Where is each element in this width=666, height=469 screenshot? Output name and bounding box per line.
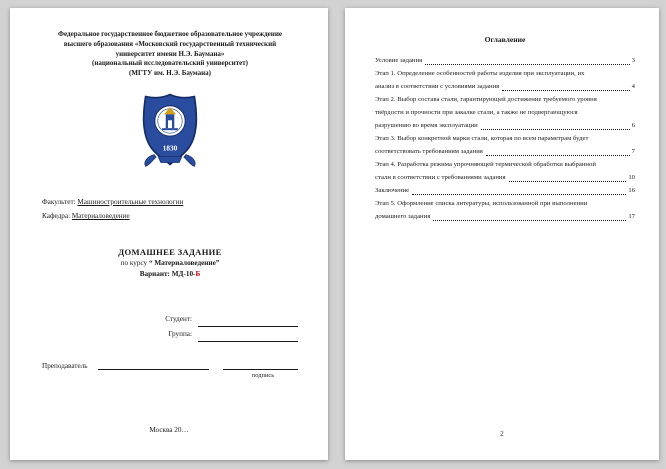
student-name-blank[interactable] bbox=[198, 318, 298, 327]
toc-entry bbox=[375, 184, 635, 197]
variant-line bbox=[42, 269, 298, 280]
dot-leader bbox=[433, 220, 626, 221]
variant-letter: Б bbox=[195, 269, 201, 278]
toc-page-number: 6 bbox=[631, 122, 635, 129]
toc-entry-text: стали в соответствии с требованиями задания bbox=[375, 174, 506, 181]
department-value: Материаловедение bbox=[71, 212, 130, 221]
toc-entry-text: Этап 1. Определение особенностей работы изделия при эксплуатации, их bbox=[375, 70, 585, 77]
dot-leader bbox=[425, 64, 629, 65]
toc-entry-text: Этап 2. Выбор состава стали, гарантирующей достижение требуемого уровня bbox=[375, 96, 597, 103]
toc-entry-text: домашнего задания bbox=[375, 213, 431, 220]
assignment-title: ДОМАШНЕЕ ЗАДАНИЕ bbox=[118, 246, 222, 257]
university-header-line: Федеральное государственное бюджетное образовательное учреждение bbox=[58, 30, 282, 38]
toc-title: Оглавление bbox=[484, 35, 526, 44]
variant-value: МД-10- bbox=[171, 269, 196, 278]
teacher-signature-blank[interactable] bbox=[223, 360, 298, 370]
toc-entry-text: Этап 3. Выбор конкретной марки стали, которая по всем параметрам будет bbox=[375, 135, 589, 142]
teacher-name-blank[interactable] bbox=[98, 360, 210, 370]
faculty-row bbox=[42, 195, 298, 210]
bmstu-coat-of-arms-icon bbox=[137, 91, 203, 172]
toc-entry-text: разрушению во время эксплуатации bbox=[375, 122, 478, 129]
signature-caption: подпись bbox=[251, 371, 275, 379]
teacher-block bbox=[42, 360, 298, 379]
teacher-row bbox=[42, 360, 298, 370]
university-header-line: университет имени Н.Э. Баумана» bbox=[115, 49, 225, 58]
student-block bbox=[42, 312, 298, 342]
toc-page-number: 7 bbox=[631, 148, 635, 155]
toc-entry bbox=[375, 54, 635, 67]
toc-page-number: 4 bbox=[631, 83, 635, 90]
course-name: “ Материаловедение” bbox=[148, 258, 220, 267]
document-page-2[interactable] bbox=[345, 8, 659, 460]
assignment-title-block bbox=[42, 246, 298, 280]
page-number: 2 bbox=[500, 431, 504, 438]
course-prefix: по курсу bbox=[120, 258, 149, 267]
dot-leader bbox=[486, 155, 630, 156]
student-label: Студент: bbox=[165, 314, 192, 323]
city-year-footer: Москва 20… bbox=[149, 426, 189, 434]
course-line bbox=[42, 258, 298, 269]
university-header bbox=[42, 30, 298, 79]
teacher-label: Преподаватель bbox=[42, 361, 88, 370]
university-emblem bbox=[42, 91, 298, 177]
dot-leader bbox=[502, 90, 629, 91]
university-header-line: (МГТУ им. Н.Э. Баумана) bbox=[129, 69, 211, 78]
toc-entry bbox=[375, 197, 635, 223]
department-label: Кафедра: bbox=[42, 212, 72, 221]
toc-entry-text: Этап 5. Оформление списка литературы, использованной при выполнении bbox=[375, 200, 588, 207]
toc-entry-text: соответствовать требованиям задания bbox=[375, 148, 483, 155]
dot-leader bbox=[509, 181, 627, 182]
toc-page-number: 17 bbox=[628, 213, 635, 220]
toc-entry bbox=[375, 67, 635, 93]
group-row bbox=[42, 327, 298, 342]
toc-list bbox=[375, 54, 635, 223]
university-header-line: (национальный исследовательский университет) bbox=[91, 59, 249, 68]
group-name-blank[interactable] bbox=[198, 333, 298, 342]
emblem-year-label: 1830 bbox=[162, 144, 178, 153]
signature-caption-row bbox=[42, 372, 298, 379]
toc-entry bbox=[375, 132, 635, 158]
dot-leader bbox=[481, 129, 630, 130]
university-header-line: высшего образования «Московский государственный технический bbox=[63, 39, 277, 48]
variant-label: Вариант: bbox=[139, 269, 172, 278]
toc-entry-text: Заключение bbox=[375, 187, 410, 194]
toc-entry-text: Этап 4. Разработка режима упрочняющей термической обработки выбранной bbox=[375, 161, 596, 168]
toc-entry-text: Условие задания bbox=[375, 57, 423, 64]
group-label: Группа: bbox=[168, 329, 192, 338]
toc-entry bbox=[375, 93, 635, 132]
faculty-department-block bbox=[42, 195, 298, 224]
faculty-value: Машиностроительные технологии bbox=[77, 197, 184, 206]
toc-page-number: 3 bbox=[631, 57, 635, 64]
faculty-label: Факультет: bbox=[42, 197, 78, 206]
student-row bbox=[42, 312, 298, 327]
toc-page-number: 16 bbox=[628, 187, 635, 194]
dot-leader bbox=[412, 194, 626, 195]
toc-entry bbox=[375, 158, 635, 184]
toc-entry-text: анализ в соответствии с условиями задания bbox=[375, 83, 500, 90]
toc-entry-text: твёрдости и прочности при закалке стали, а также не подвергающуюся bbox=[375, 109, 578, 116]
department-row bbox=[42, 209, 298, 224]
document-page-1[interactable] bbox=[10, 8, 328, 460]
toc-page-number: 10 bbox=[628, 174, 635, 181]
